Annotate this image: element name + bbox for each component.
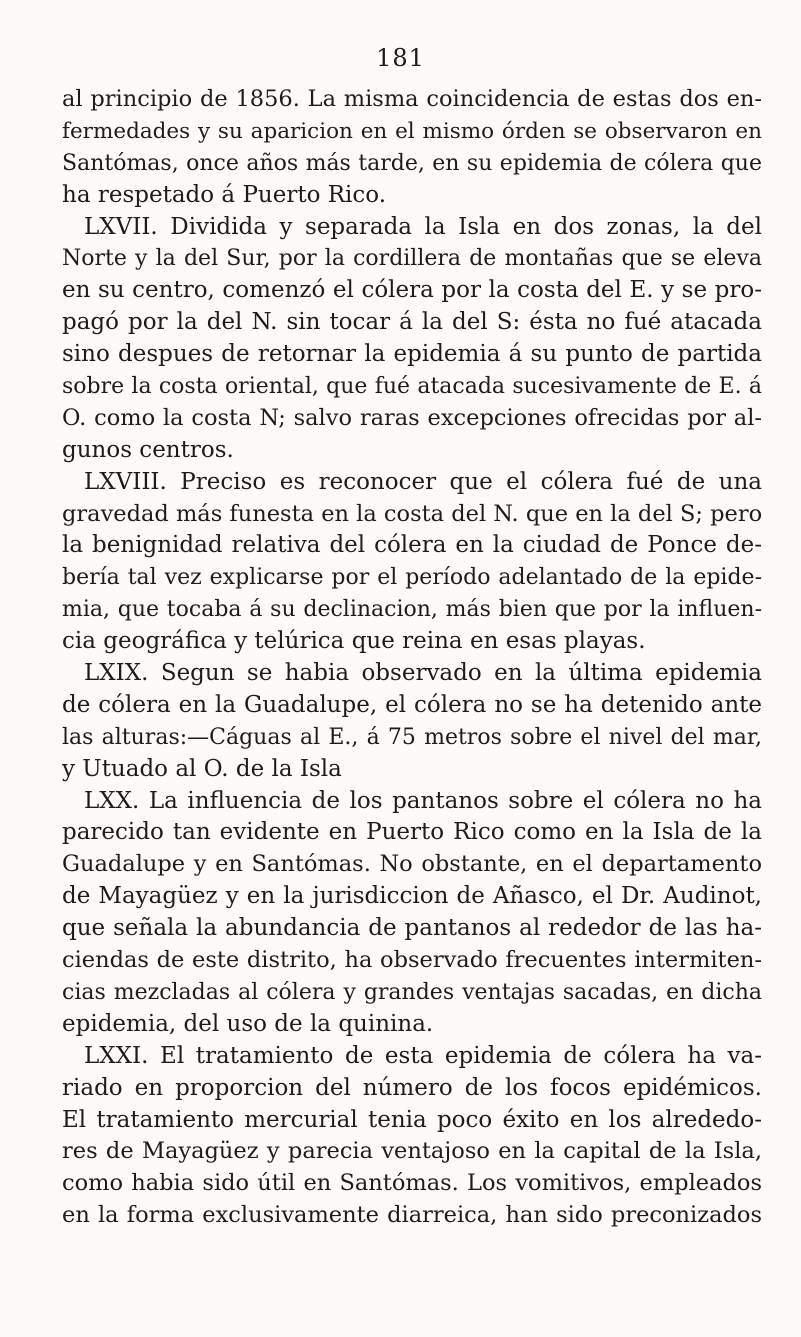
- text-line: mia, que tocaba á su declinacion, más bien que por la influen-: [62, 597, 762, 623]
- text-line: ciendas de este distrito, ha observado frecuentes intermiten-: [62, 947, 762, 974]
- text-line: LXVII. Dividida y separada la Isla en dos zonas, la del: [84, 213, 762, 240]
- body-text: [62, 84, 762, 1232]
- text-line: epidemia, del uso de la quinina.: [62, 1010, 434, 1037]
- text-line: al principio de 1856. La misma coincidencia de estas dos en-: [62, 86, 762, 112]
- text-line: pagó por la del N. sin tocar á la del S: ésta no fué atacada: [62, 309, 762, 336]
- text-line: sobre la costa oriental, que fué atacada sucesivamente de E. á: [62, 374, 762, 400]
- text-line: en su centro, comenzó el cólera por la costa del E. y se pro-: [62, 277, 762, 304]
- text-line: LXX. La influencia de los pantanos sobre el cólera no ha: [84, 787, 762, 814]
- text-line: de Mayagüez y en la jurisdiccion de Añasco, el Dr. Audinot,: [62, 883, 762, 910]
- text-line: bería tal vez explicarse por el período adelantado de la epide-: [62, 565, 762, 591]
- text-line: LXXI. El tratamiento de esta epidemia de cólera ha va-: [84, 1042, 762, 1069]
- text-line: la benignidad relativa del cólera en la ciudad de Ponce de-: [62, 532, 762, 559]
- text-line: Norte y la del Sur, por la cordillera de montañas que se eleva: [62, 246, 762, 272]
- text-line: sino despues de retornar la epidemia á su punto de partida: [62, 341, 762, 368]
- text-line: gravedad más funesta en la costa del N. que en la del S; pero: [62, 500, 762, 527]
- text-line: las alturas:—Cáguas al E., á 75 metros sobre el nivel del mar,: [62, 724, 762, 750]
- text-line: res de Mayagüez y parecia ventajoso en la capital de la Isla,: [62, 1138, 762, 1165]
- text-line: y Utuado al O. de la Isla: [62, 755, 342, 782]
- text-line: LXVIII. Preciso es reconocer que el cólera fué de una: [84, 468, 762, 495]
- text-line: cia geográfica y telúrica que reina en esas playas.: [62, 628, 646, 655]
- text-line: Santómas, once años más tarde, en su epidemia de cólera que: [62, 150, 762, 176]
- text-line: cias mezcladas al cólera y grandes ventajas sacadas, en dicha: [62, 979, 762, 1005]
- text-line: ha respetado á Puerto Rico.: [62, 181, 387, 208]
- page-number: 181: [376, 44, 425, 72]
- text-line: de cólera en la Guadalupe, el cólera no se ha detenido ante: [62, 691, 762, 718]
- text-line: gunos centros.: [62, 436, 234, 463]
- text-line: Guadalupe y en Santómas. No obstante, en el departamento: [62, 851, 762, 878]
- text-line: como habia sido útil en Santómas. Los vomitivos, empleados: [62, 1170, 762, 1197]
- text-line: que señala la abundancia de pantanos al rededor de las ha-: [62, 915, 762, 942]
- text-line: parecido tan evidente en Puerto Rico como en la Isla de la: [62, 819, 762, 846]
- text-line: El tratamiento mercurial tenia poco éxito en los alrededo-: [62, 1106, 762, 1133]
- text-line: en la forma exclusivamente diarreica, han sido preconizados: [62, 1202, 762, 1229]
- text-line: riado en proporcion del número de los focos epidémicos.: [62, 1074, 762, 1101]
- text-line: LXIX. Segun se habia observado en la última epidemia: [84, 660, 762, 687]
- text-line: O. como la costa N; salvo raras excepciones ofrecidas por al-: [62, 404, 762, 431]
- text-line: fermedades y su aparicion en el mismo órden se observaron en: [62, 118, 762, 144]
